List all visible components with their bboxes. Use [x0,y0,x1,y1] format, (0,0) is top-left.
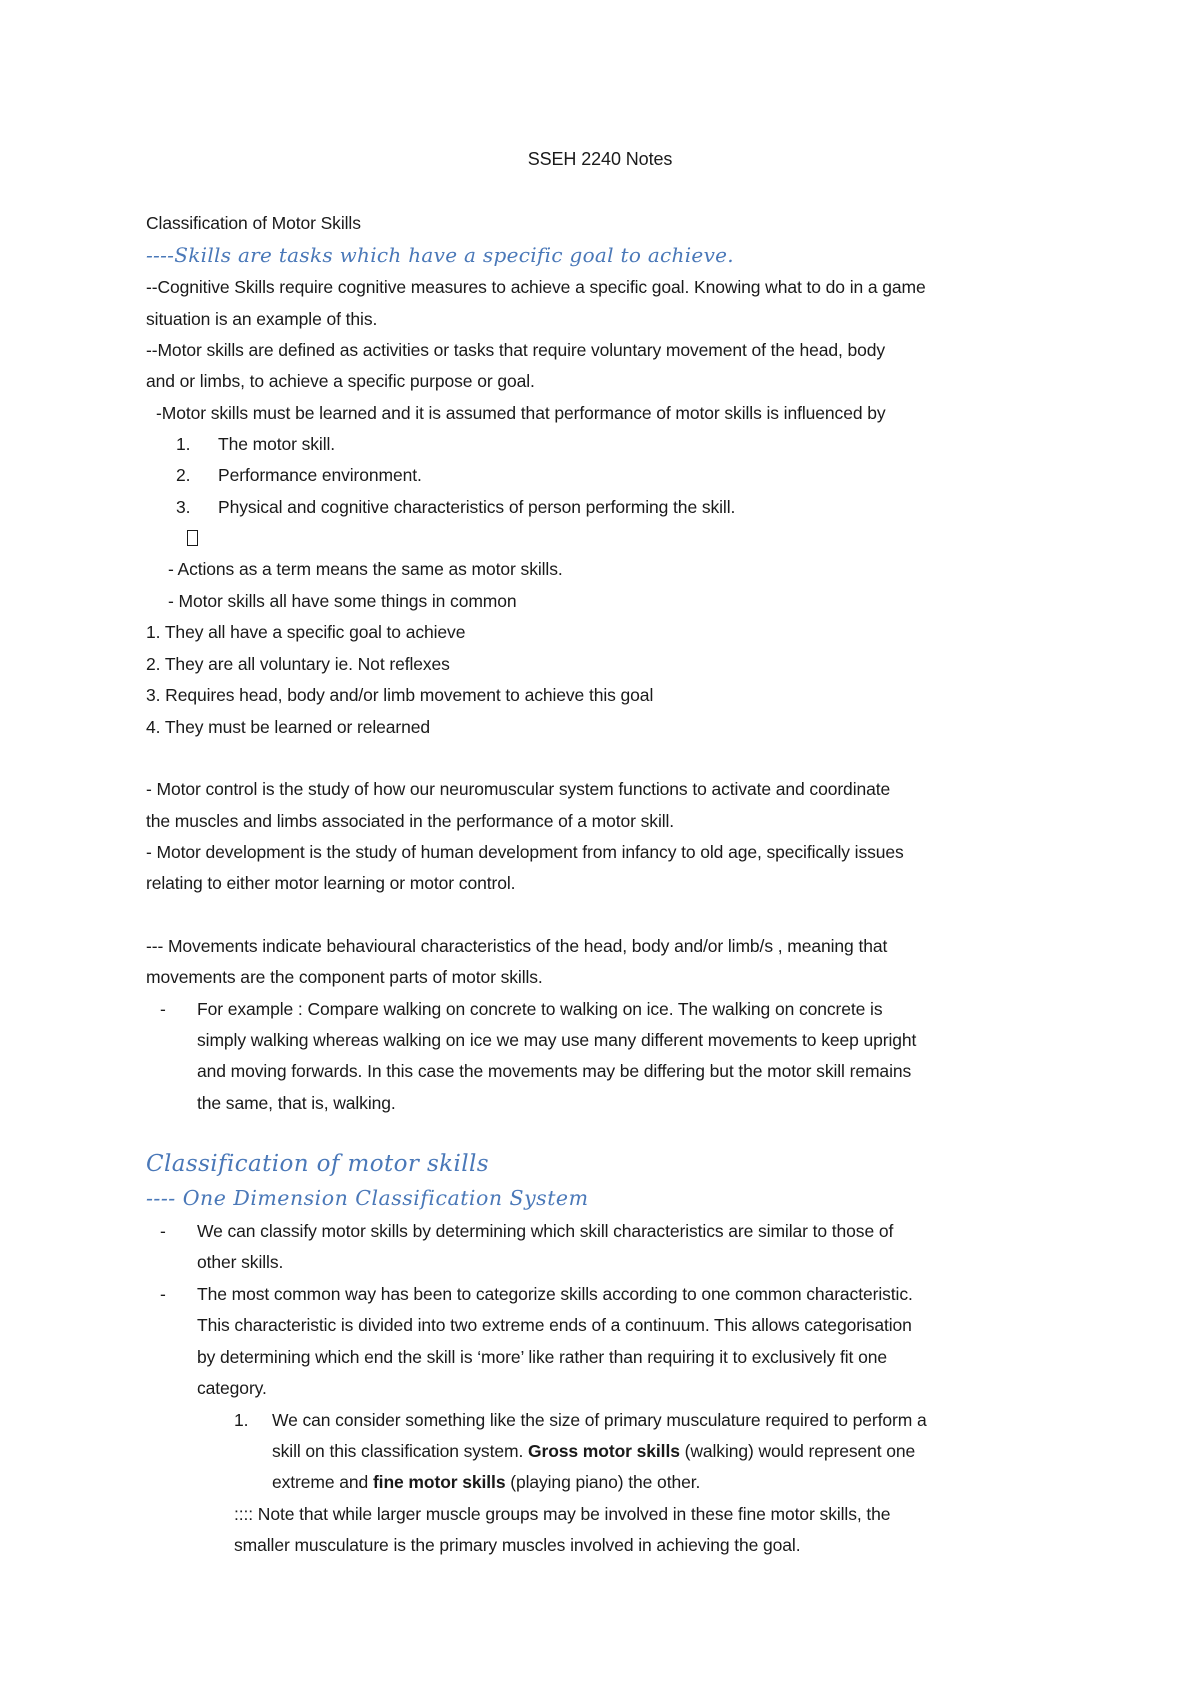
bullet-dash: - [160,1221,166,1241]
bullet-text: the same, that is, walking. [197,1093,396,1113]
paragraph-line: the muscles and limbs associated in the performance of a motor skill. [146,811,675,831]
list-text: Performance environment. [218,465,422,485]
paragraph-line: relating to either motor learning or motor control. [146,873,516,893]
sub-list-number: 1. [234,1410,249,1430]
list-number: 3. [176,497,191,517]
bullet-text: and moving forwards. In this case the movements may be differing but the motor skill remains [197,1061,912,1081]
paragraph-line: movements are the component parts of motor skills. [146,967,543,987]
list-text: Physical and cognitive characteristics of person performing the skill. [218,497,736,517]
subsection-heading: ---- One Dimension Classification System [146,1186,589,1210]
bullet-text: category. [197,1378,267,1398]
text-run: skill on this classification system. [272,1441,528,1461]
paragraph-line: --- Movements indicate behavioural characteristics of the head, body and/or limb/s , meaning that [146,936,888,956]
bullet-text: by determining which end the skill is ‘more’ like rather than requiring it to exclusively fit one [197,1347,887,1367]
paragraph-line: - Motor control is the study of how our neuromuscular system functions to activate and coordinate [146,779,891,799]
section-heading: Classification of motor skills [146,1151,489,1177]
bullet-text: The most common way has been to categorize skills according to one common characteristic. [197,1284,913,1304]
bold-term: fine motor skills [372,1472,506,1492]
text-run: (playing piano) the other. [505,1472,701,1492]
paragraph-line: - Motor skills all have some things in common [168,591,517,611]
sub-list-text [272,1471,700,1493]
section-heading: Classification of Motor Skills [146,213,361,233]
list-item [176,496,735,518]
list-text: The motor skill. [218,434,336,454]
bold-term: Gross motor skills [527,1441,680,1461]
list-number: 2. [176,465,191,485]
list-item: 3. Requires head, body and/or limb movement to achieve this goal [146,685,654,705]
text-run: extreme and [272,1472,373,1492]
bullet-dash: - [160,999,166,1019]
bullet-text: other skills. [197,1252,284,1272]
note-line: :::: Note that while larger muscle groups may be involved in these fine motor skills, the [234,1504,891,1524]
bullet-text: This characteristic is divided into two extreme ends of a continuum. This allows categorisation [197,1315,912,1335]
list-item [176,464,422,486]
sub-list-text: We can consider something like the size of primary musculature required to perform a [272,1410,927,1430]
bullet-text: We can classify motor skills by determining which skill characteristics are similar to those of [197,1221,894,1241]
text-run: (walking) would represent one [679,1441,916,1461]
paragraph-line: - Actions as a term means the same as motor skills. [168,559,563,579]
bullet-text: simply walking whereas walking on ice we may use many different movements to keep upright [197,1030,917,1050]
paragraph-line: - Motor development is the study of human development from infancy to old age, specifically issues [146,842,904,862]
bullet-dash: - [160,1284,166,1304]
paragraph-line: -Motor skills must be learned and it is assumed that performance of motor skills is influenced by [156,403,886,423]
list-item: 4. They must be learned or relearned [146,717,431,737]
paragraph-line: and or limbs, to achieve a specific purpose or goal. [146,371,535,391]
paragraph-line: --Cognitive Skills require cognitive measures to achieve a specific goal. Knowing what to do in a game [146,277,926,297]
sub-list-text [272,1440,915,1462]
note-line: smaller musculature is the primary muscles involved in achieving the goal. [234,1535,801,1555]
list-item [176,433,335,455]
list-item: 1. They all have a specific goal to achieve [146,622,466,642]
page-title: SSEH 2240 Notes [527,149,673,169]
tagline-heading: ----Skills are tasks which have a specific goal to achieve. [146,243,734,267]
bullet-text: For example : Compare walking on concrete to walking on ice. The walking on concrete is [197,999,883,1019]
paragraph-line: --Motor skills are defined as activities or tasks that require voluntary movement of the head, body [146,340,886,360]
list-number: 1. [176,434,191,454]
missing-glyph-icon [187,527,198,549]
list-item: 2. They are all voluntary ie. Not reflexes [146,654,450,674]
paragraph-line: situation is an example of this. [146,309,378,329]
